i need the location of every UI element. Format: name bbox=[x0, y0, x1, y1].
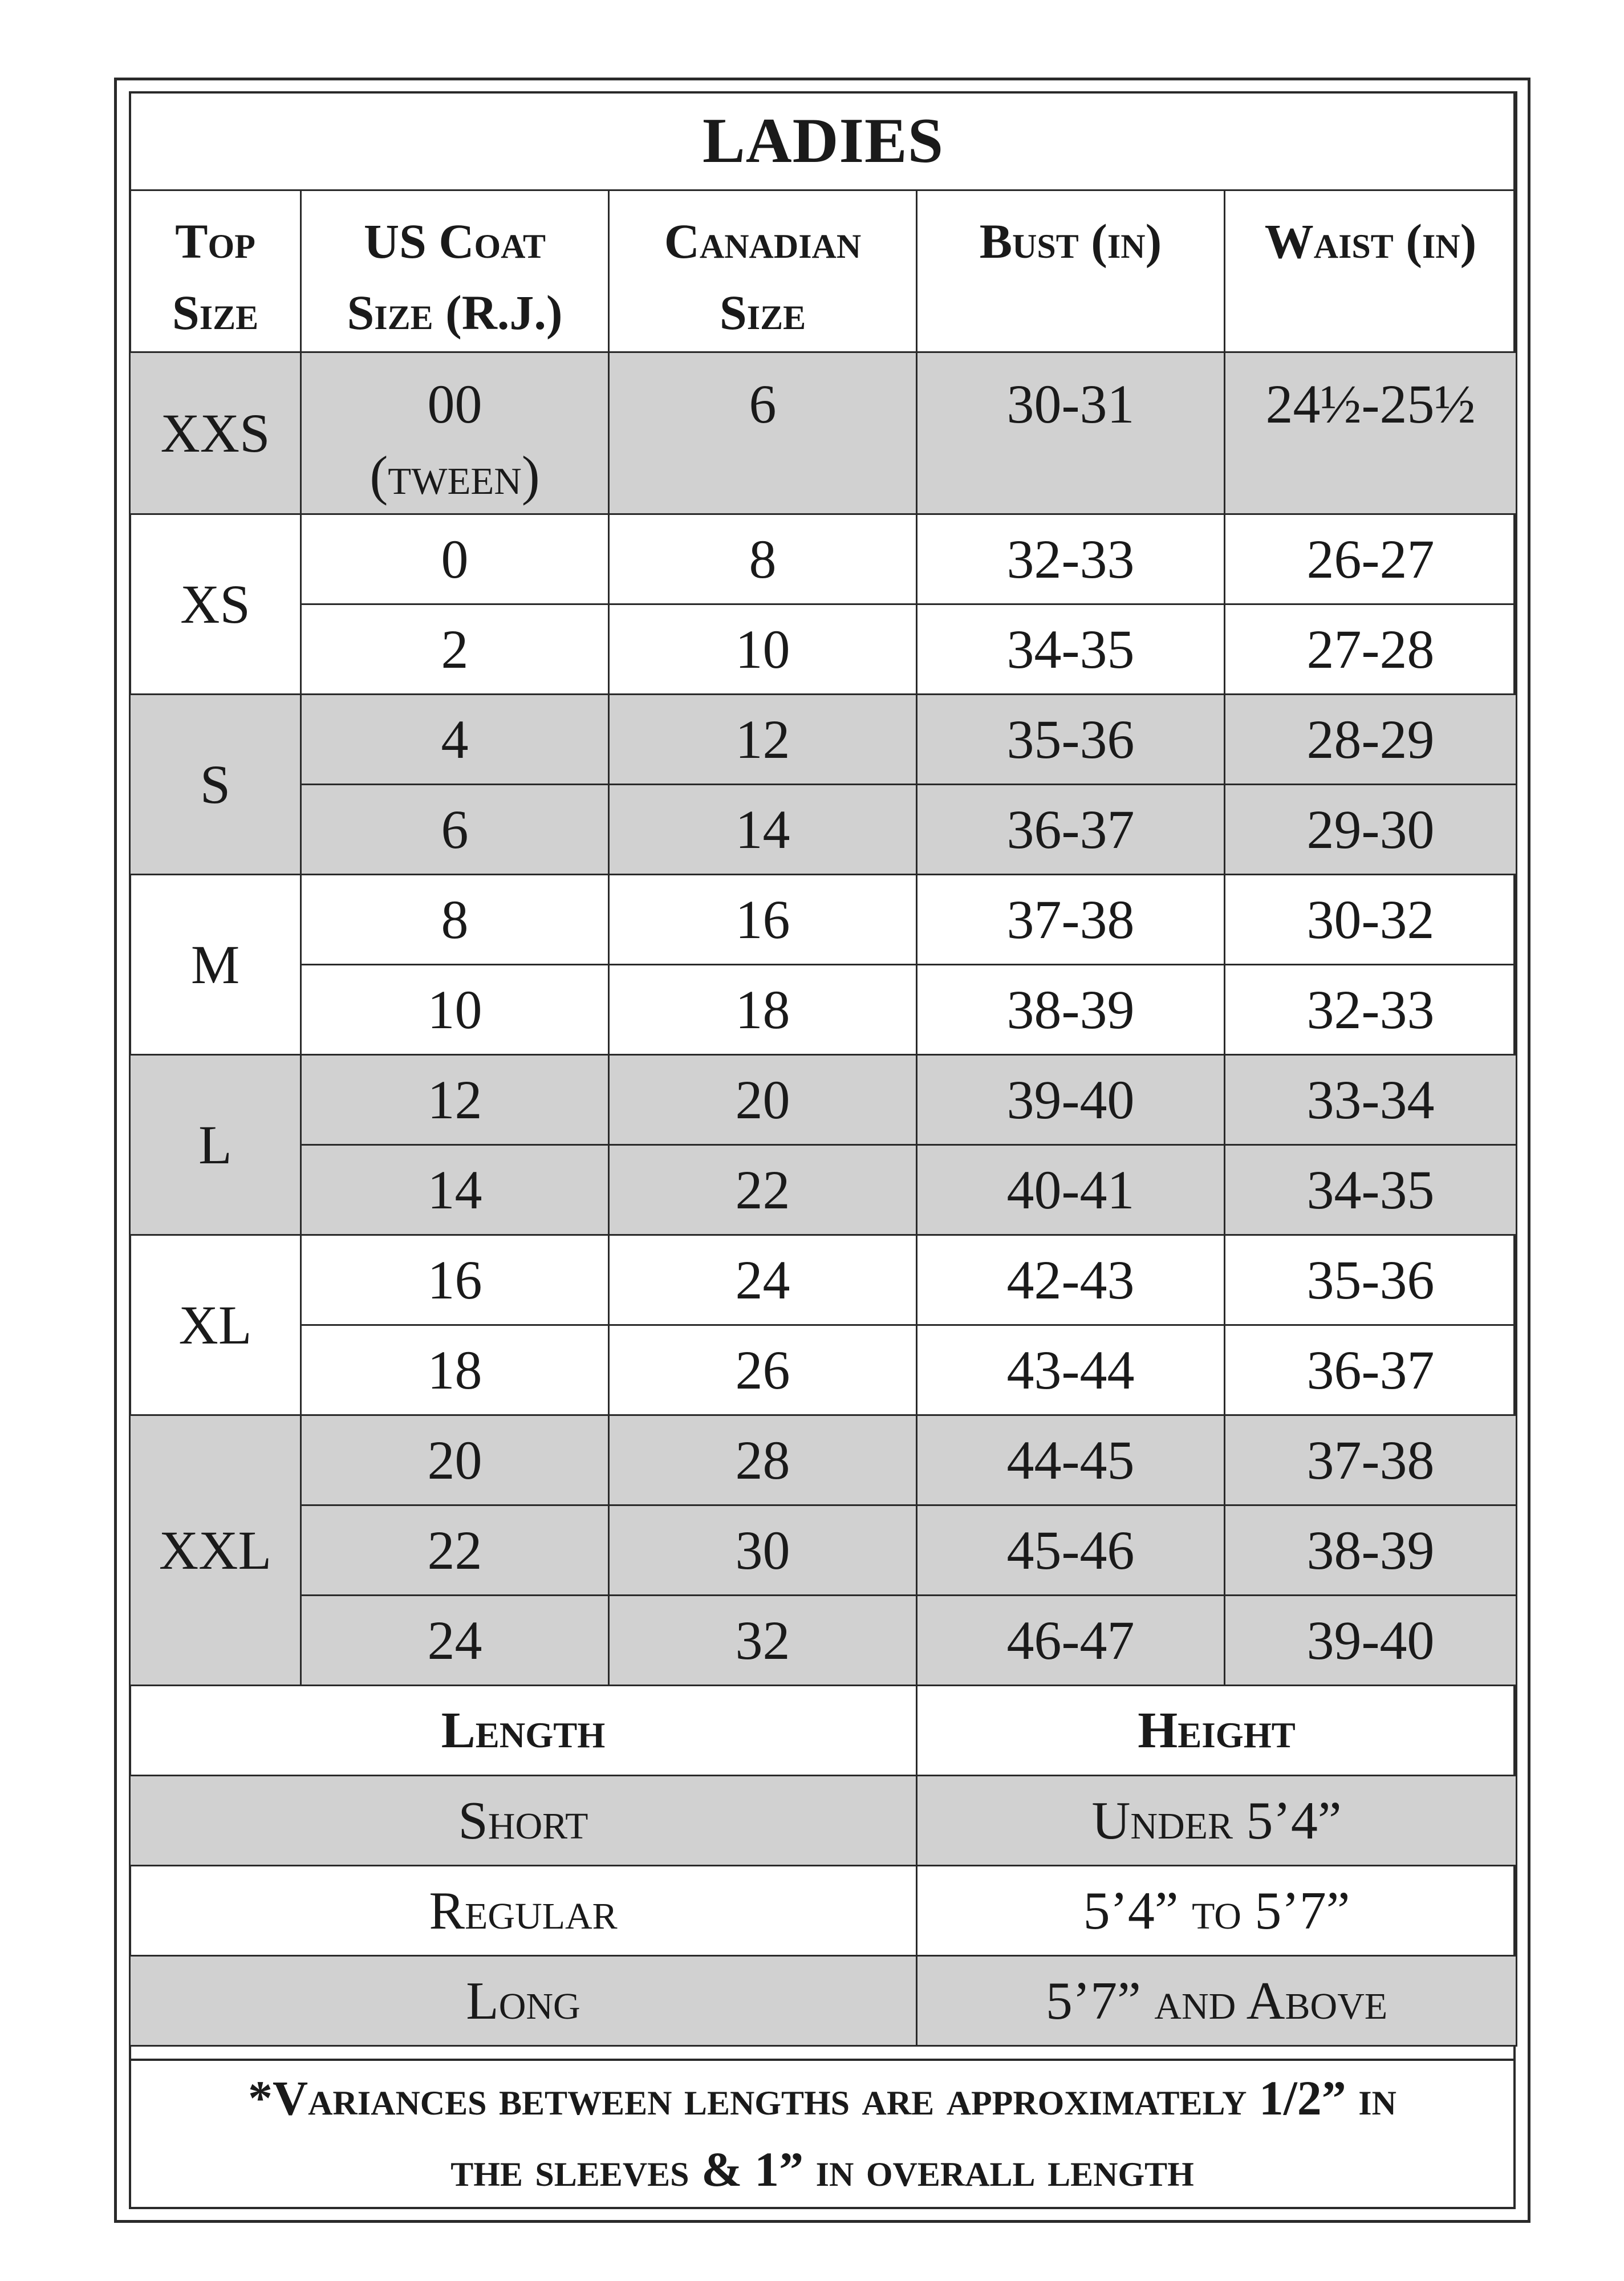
bust-cell: 38-39 bbox=[917, 965, 1225, 1055]
top-size-cell: L bbox=[130, 1055, 301, 1235]
length-header-row bbox=[130, 1686, 1517, 1776]
canadian-size-cell: 26 bbox=[609, 1325, 917, 1415]
waist-cell: 32-33 bbox=[1225, 965, 1517, 1055]
variance-note-box bbox=[129, 2059, 1516, 2209]
us-coat-size-value: 4 bbox=[441, 709, 469, 770]
waist-cell: 28-29 bbox=[1225, 695, 1517, 785]
header-canadian-line1: Canadian bbox=[664, 214, 862, 269]
canadian-size-cell: 24 bbox=[609, 1235, 917, 1325]
us-coat-size-value: 20 bbox=[427, 1430, 482, 1491]
size-chart-table bbox=[129, 91, 1517, 2047]
height-cell: 5’4” to 5’7” bbox=[917, 1866, 1517, 1956]
us-coat-size-value: 24 bbox=[427, 1610, 482, 1671]
waist-cell: 29-30 bbox=[1225, 785, 1517, 875]
us-coat-size-value: 18 bbox=[427, 1340, 482, 1401]
us-coat-size-cell bbox=[301, 352, 609, 514]
waist-cell: 39-40 bbox=[1225, 1596, 1517, 1686]
us-coat-size-value: 0 bbox=[441, 529, 469, 590]
bust-cell: 39-40 bbox=[917, 1055, 1225, 1145]
us-coat-size-note: (tween) bbox=[370, 444, 540, 506]
bust-cell: 36-37 bbox=[917, 785, 1225, 875]
size-row bbox=[130, 1055, 1517, 1145]
length-cell: Long bbox=[130, 1956, 917, 2046]
waist-cell: 24½-25½ bbox=[1225, 352, 1517, 514]
canadian-size-cell: 10 bbox=[609, 604, 917, 695]
header-canadian-line2: Size bbox=[719, 285, 806, 340]
us-coat-size-cell bbox=[301, 1325, 609, 1415]
header-waist: Waist (in) bbox=[1225, 190, 1517, 352]
bust-cell: 34-35 bbox=[917, 604, 1225, 695]
size-chart-body bbox=[130, 92, 1517, 2046]
canadian-size-cell: 14 bbox=[609, 785, 917, 875]
variance-note bbox=[172, 2063, 1472, 2205]
top-size-cell: XXL bbox=[130, 1415, 301, 1686]
us-coat-size-value: 16 bbox=[427, 1249, 482, 1310]
size-row bbox=[130, 514, 1517, 604]
header-us-coat-line1: US Coat bbox=[363, 214, 546, 269]
top-size-cell: S bbox=[130, 695, 301, 875]
bust-cell: 44-45 bbox=[917, 1415, 1225, 1505]
size-row bbox=[130, 1415, 1517, 1505]
waist-cell: 30-32 bbox=[1225, 875, 1517, 965]
height-cell: Under 5’4” bbox=[917, 1776, 1517, 1866]
waist-cell: 34-35 bbox=[1225, 1145, 1517, 1235]
length-header: Length bbox=[130, 1686, 917, 1776]
us-coat-size-cell bbox=[301, 875, 609, 965]
us-coat-size-cell bbox=[301, 1055, 609, 1145]
header-us-coat-line2: Size (R.J.) bbox=[347, 285, 563, 340]
length-row bbox=[130, 1956, 1517, 2046]
canadian-size-cell: 8 bbox=[609, 514, 917, 604]
us-coat-size-value: 6 bbox=[441, 799, 469, 860]
waist-cell: 27-28 bbox=[1225, 604, 1517, 695]
height-cell: 5’7” and Above bbox=[917, 1956, 1517, 2046]
canadian-size-cell: 22 bbox=[609, 1145, 917, 1235]
us-coat-size-cell bbox=[301, 604, 609, 695]
us-coat-size-cell bbox=[301, 1235, 609, 1325]
header-us-coat-size bbox=[301, 190, 609, 352]
size-row bbox=[130, 785, 1517, 875]
top-size-cell: XXS bbox=[130, 352, 301, 514]
waist-cell: 38-39 bbox=[1225, 1505, 1517, 1596]
size-row bbox=[130, 1325, 1517, 1415]
us-coat-size-value: 10 bbox=[427, 979, 482, 1040]
top-size-cell: XL bbox=[130, 1235, 301, 1415]
waist-cell: 37-38 bbox=[1225, 1415, 1517, 1505]
us-coat-size-cell bbox=[301, 785, 609, 875]
top-size-cell: M bbox=[130, 875, 301, 1055]
us-coat-size-value: 00 bbox=[427, 374, 482, 435]
length-cell: Regular bbox=[130, 1866, 917, 1956]
top-size-cell: XS bbox=[130, 514, 301, 695]
size-row bbox=[130, 1145, 1517, 1235]
canadian-size-cell: 30 bbox=[609, 1505, 917, 1596]
us-coat-size-cell bbox=[301, 1596, 609, 1686]
canadian-size-cell: 28 bbox=[609, 1415, 917, 1505]
header-bust: Bust (in) bbox=[917, 190, 1225, 352]
us-coat-size-cell bbox=[301, 1505, 609, 1596]
bust-cell: 42-43 bbox=[917, 1235, 1225, 1325]
size-row bbox=[130, 604, 1517, 695]
canadian-size-cell: 18 bbox=[609, 965, 917, 1055]
us-coat-size-cell bbox=[301, 1145, 609, 1235]
waist-cell: 33-34 bbox=[1225, 1055, 1517, 1145]
variance-note-line1: *Variances between lengths are approximately 1/2” in bbox=[248, 2071, 1396, 2126]
bust-cell: 32-33 bbox=[917, 514, 1225, 604]
us-coat-size-value: 12 bbox=[427, 1069, 482, 1130]
bust-cell: 37-38 bbox=[917, 875, 1225, 965]
header-canadian-size bbox=[609, 190, 917, 352]
size-row bbox=[130, 875, 1517, 965]
header-top-size-line1: Top bbox=[175, 214, 255, 269]
length-row bbox=[130, 1866, 1517, 1956]
size-row bbox=[130, 695, 1517, 785]
us-coat-size-value: 22 bbox=[427, 1520, 482, 1581]
chart-title: LADIES bbox=[130, 92, 1517, 190]
bust-cell: 46-47 bbox=[917, 1596, 1225, 1686]
header-top-size bbox=[130, 190, 301, 352]
us-coat-size-value: 2 bbox=[441, 619, 469, 680]
bust-cell: 43-44 bbox=[917, 1325, 1225, 1415]
us-coat-size-cell bbox=[301, 514, 609, 604]
waist-cell: 26-27 bbox=[1225, 514, 1517, 604]
length-row bbox=[130, 1776, 1517, 1866]
height-header: Height bbox=[917, 1686, 1517, 1776]
canadian-size-cell: 20 bbox=[609, 1055, 917, 1145]
title-row bbox=[130, 92, 1517, 190]
us-coat-size-value: 8 bbox=[441, 889, 469, 950]
bust-cell: 35-36 bbox=[917, 695, 1225, 785]
canadian-size-cell: 12 bbox=[609, 695, 917, 785]
size-row bbox=[130, 352, 1517, 514]
bust-cell: 40-41 bbox=[917, 1145, 1225, 1235]
size-row bbox=[130, 965, 1517, 1055]
length-cell: Short bbox=[130, 1776, 917, 1866]
us-coat-size-cell bbox=[301, 965, 609, 1055]
canadian-size-cell: 6 bbox=[609, 352, 917, 514]
bust-cell: 45-46 bbox=[917, 1505, 1225, 1596]
size-row bbox=[130, 1235, 1517, 1325]
waist-cell: 35-36 bbox=[1225, 1235, 1517, 1325]
us-coat-size-cell bbox=[301, 695, 609, 785]
bust-cell: 30-31 bbox=[917, 352, 1225, 514]
canadian-size-cell: 16 bbox=[609, 875, 917, 965]
us-coat-size-value: 14 bbox=[427, 1159, 482, 1220]
header-top-size-line2: Size bbox=[172, 285, 259, 340]
canadian-size-cell: 32 bbox=[609, 1596, 917, 1686]
variance-note-line2: the sleeves & 1” in overall length bbox=[450, 2142, 1194, 2197]
us-coat-size-cell bbox=[301, 1415, 609, 1505]
header-row bbox=[130, 190, 1517, 352]
size-row bbox=[130, 1596, 1517, 1686]
waist-cell: 36-37 bbox=[1225, 1325, 1517, 1415]
size-row bbox=[130, 1505, 1517, 1596]
